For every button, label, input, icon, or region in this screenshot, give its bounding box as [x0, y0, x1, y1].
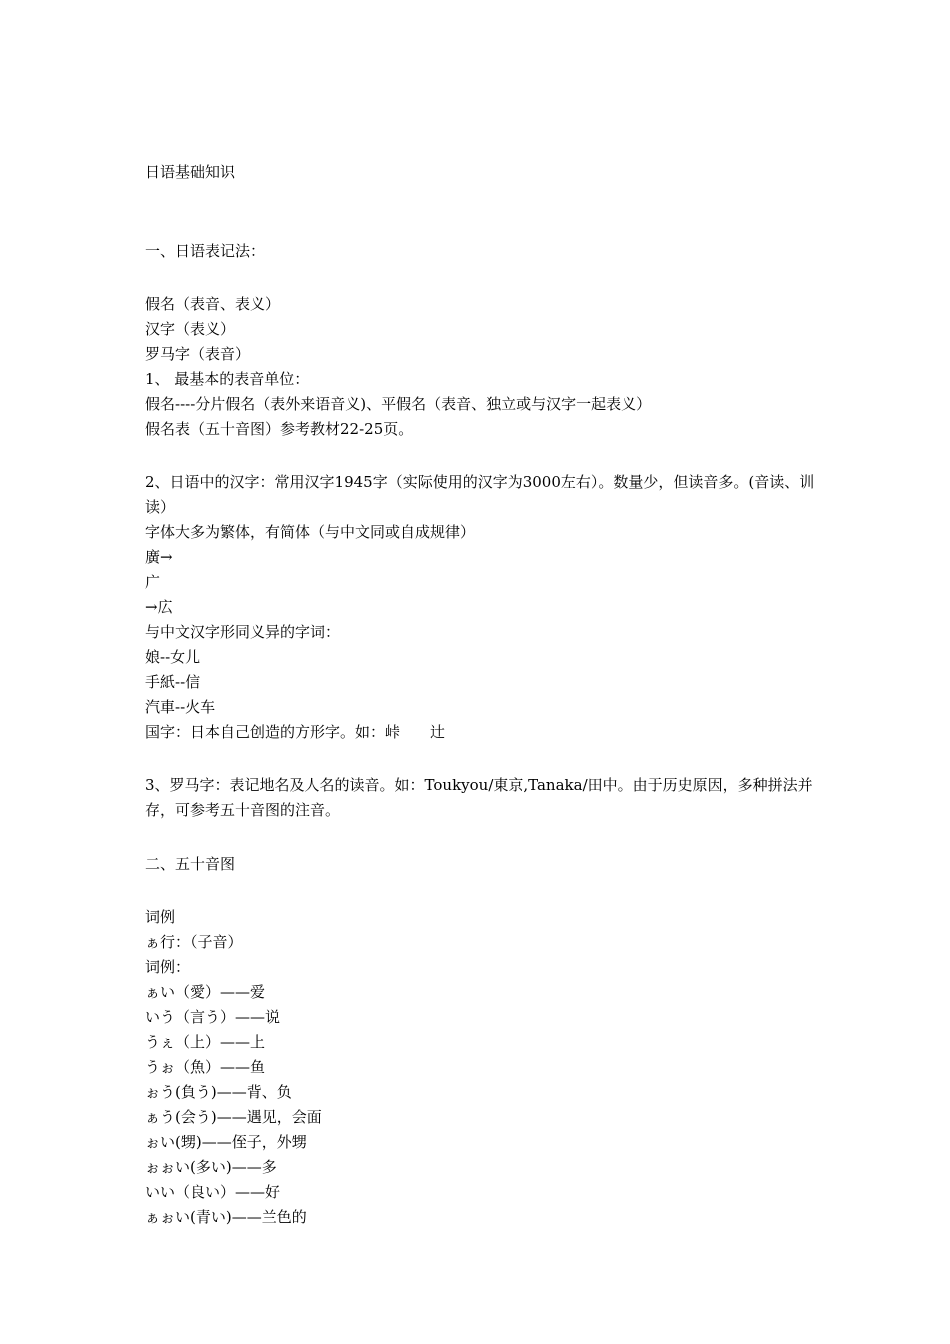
section-heading-notation: 一、日语表记法：	[145, 242, 266, 260]
text-line: 廣→	[145, 548, 173, 566]
text-line: ぁう(会う)——遇见，会面	[145, 1108, 322, 1126]
text-line: 2、日语中的汉字：常用汉字1945字（实际使用的汉字为3000左右）。数量少，但读音多。(音读、训读）	[145, 473, 815, 516]
text-line: ぉぉい(多い)——多	[145, 1158, 277, 1176]
section-heading-gojuon: 二、五十音图	[145, 855, 236, 873]
text-line: 3、罗马字：表记地名及人名的读音。如：Toukyou/東京,Tanaka/田中。由于历史原因，多种拼法并存，可参考五十音图的注音。	[145, 776, 813, 819]
text-line: 广	[145, 573, 161, 591]
text-line: 假名（表音、表义）	[145, 295, 281, 313]
document-body	[145, 160, 815, 1230]
text-line: 词例	[145, 908, 176, 926]
text-line: 1、 最基本的表音单位：	[145, 370, 310, 388]
text-line: うぇ（上）——上	[145, 1033, 266, 1051]
text-line: ぉう(負う)——背、负	[145, 1083, 292, 1101]
text-line: 与中文汉字形同义异的字词：	[145, 623, 341, 641]
text-line: 娘--女儿	[145, 648, 201, 666]
text-line: 国字：日本自己创造的方形字。如：峠 辻	[145, 723, 446, 741]
text-line: いい（良い）——好	[145, 1183, 281, 1201]
text-line: 罗马字（表音）	[145, 345, 251, 363]
text-line: ぁぉい(青い)——兰色的	[145, 1208, 307, 1226]
section-notation-body	[145, 292, 815, 442]
text-line: ぁ行：（子音）	[145, 933, 243, 951]
text-line: 词例：	[145, 958, 191, 976]
text-line: ぁい（愛）——爱	[145, 983, 266, 1001]
text-line: 汉字（表义）	[145, 320, 236, 338]
section-gojuon-body	[145, 905, 815, 1230]
text-line: 字体大多为繁体，有简体（与中文同或自成规律）	[145, 523, 476, 541]
section-kanji-body	[145, 470, 815, 745]
text-line: いう（言う）——说	[145, 1008, 281, 1026]
text-line: ぉい(甥)——侄子，外甥	[145, 1133, 307, 1151]
document-title: 日语基础知识	[145, 163, 236, 181]
text-line: 手紙--信	[145, 673, 201, 691]
text-line: 假名----分片假名（表外来语音义)、平假名（表音、独立或与汉字一起表义）	[145, 395, 652, 413]
text-line: 假名表（五十音图）参考教材22-25页。	[145, 420, 414, 438]
section-romaji-body	[145, 773, 815, 823]
text-line: うぉ（魚）——鱼	[145, 1058, 266, 1076]
text-line: →広	[145, 598, 173, 616]
text-line: 汽車--火车	[145, 698, 216, 716]
